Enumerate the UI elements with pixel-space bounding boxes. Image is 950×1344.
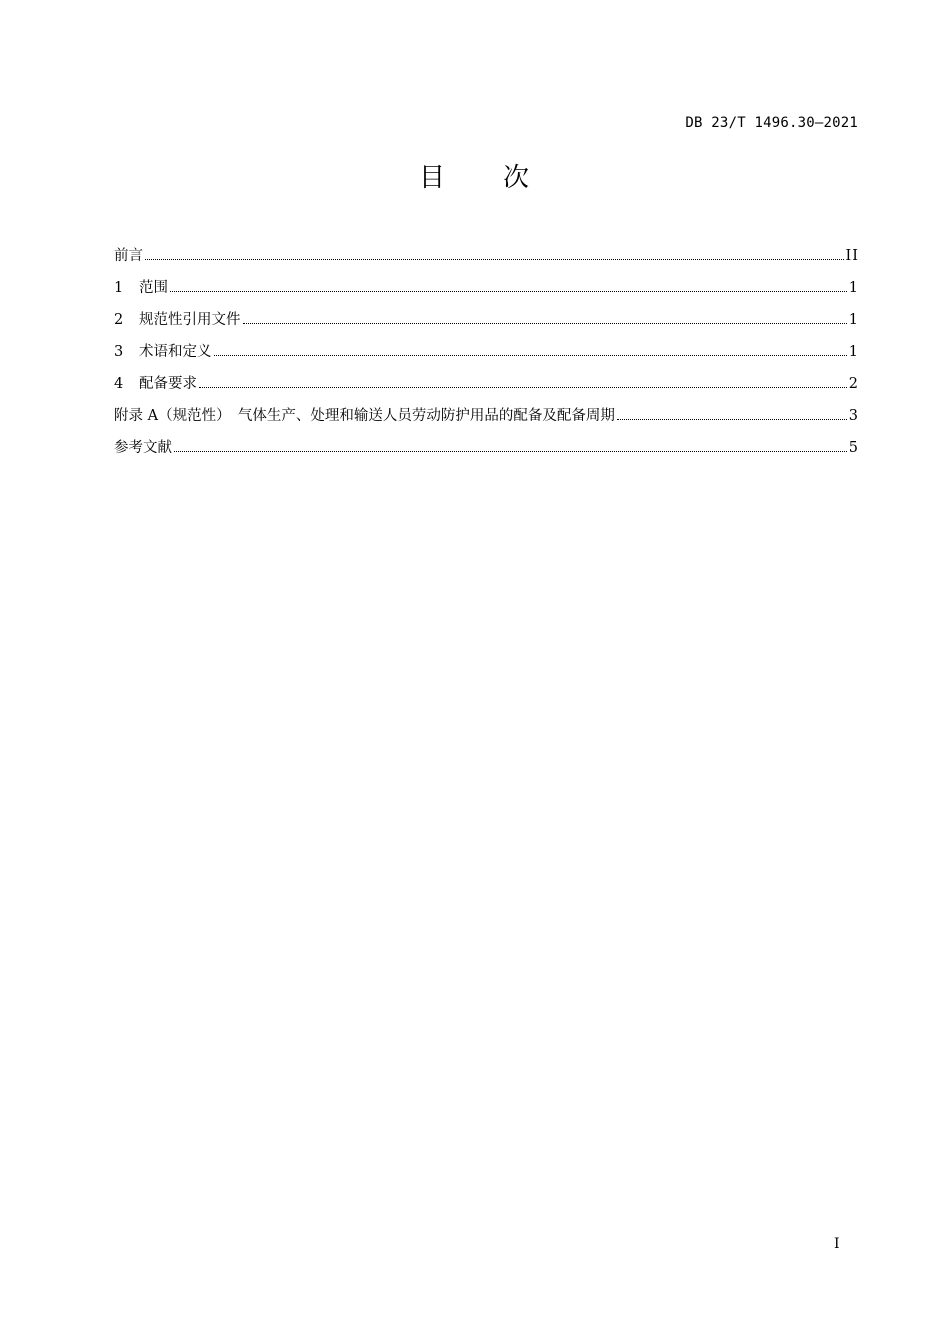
toc-entry-terms-definitions[interactable]: [114, 340, 859, 372]
toc-entry-page: II: [845, 248, 859, 264]
page-number: I: [834, 1236, 840, 1252]
toc-entry-label: 前言: [114, 248, 143, 264]
toc-entry-number: 2: [114, 312, 124, 328]
toc-entry-page: 3: [848, 408, 859, 424]
toc-entry-foreword[interactable]: [114, 244, 859, 276]
toc-entry-page: 2: [848, 376, 859, 392]
standard-code: DB 23/T 1496.30—2021: [685, 115, 858, 131]
toc-leader-dots: [145, 259, 844, 260]
toc-entry-appendix-a[interactable]: [114, 404, 859, 436]
toc-entry-number: 3: [114, 344, 124, 360]
toc-leader-dots: [170, 291, 847, 292]
table-of-contents: [114, 244, 859, 468]
toc-entry-label: 附录 A（规范性） 气体生产、处理和输送人员劳动防护用品的配备及配备周期: [114, 408, 615, 424]
toc-entry-page: 1: [848, 280, 859, 296]
toc-entry-number: 1: [114, 280, 124, 296]
toc-entry-bibliography[interactable]: [114, 436, 859, 468]
toc-entry-page: 5: [848, 440, 859, 456]
toc-entry-label: 规范性引用文件: [139, 312, 241, 328]
toc-entry-label: 范围: [139, 280, 168, 296]
toc-entry-scope[interactable]: [114, 276, 859, 308]
toc-leader-dots: [617, 419, 847, 420]
toc-entry-requirements[interactable]: [114, 372, 859, 404]
toc-leader-dots: [199, 387, 847, 388]
toc-entry-normative-references[interactable]: [114, 308, 859, 340]
toc-entry-label: 参考文献: [114, 440, 172, 456]
toc-entry-label: 术语和定义: [139, 344, 212, 360]
toc-leader-dots: [214, 355, 847, 356]
toc-leader-dots: [243, 323, 847, 324]
toc-entry-page: 1: [848, 312, 859, 328]
toc-leader-dots: [174, 451, 847, 452]
page-title: 目 次: [418, 163, 531, 193]
toc-entry-number: 4: [114, 376, 124, 392]
toc-entry-page: 1: [848, 344, 859, 360]
toc-entry-label: 配备要求: [139, 376, 197, 392]
